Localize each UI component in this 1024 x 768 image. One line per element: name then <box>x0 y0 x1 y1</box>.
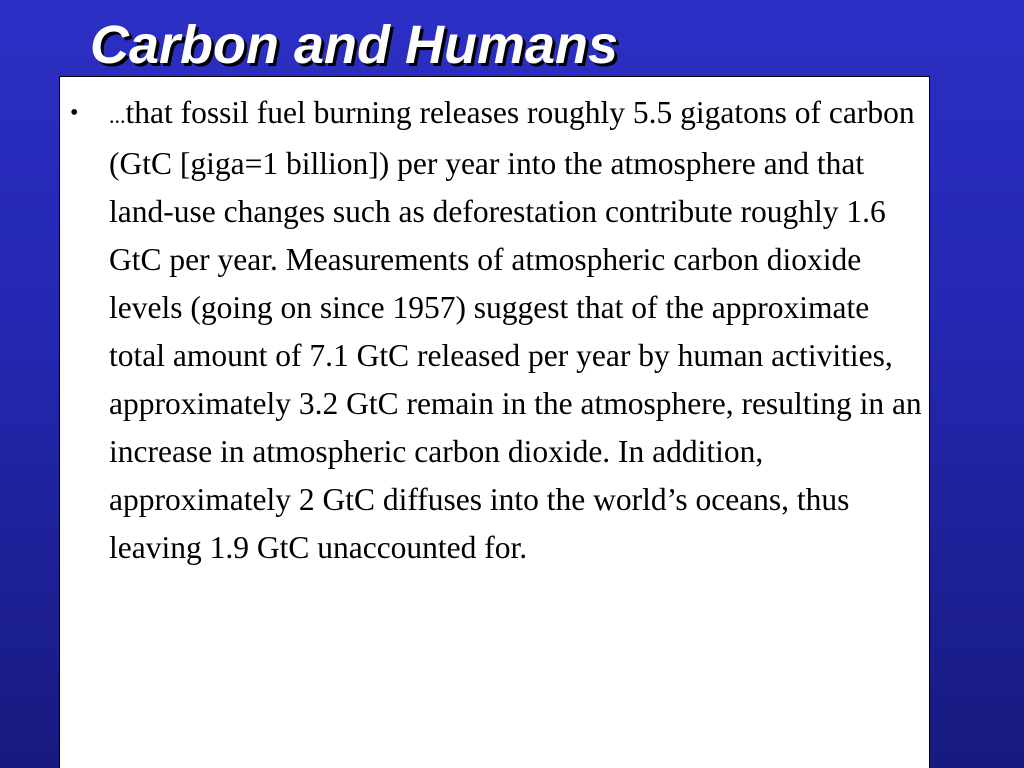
bullet-marker: • <box>70 100 79 126</box>
slide-title: Carbon and Humans <box>90 15 619 75</box>
bullet-body: that fossil fuel burning releases roughly 5.5 gigatons of carbon (GtC [giga=1 billion]) per year into the atmosphere and that land-use changes such as deforestation contribute roughly 1.6 GtC per year. Measurements of atmospheric carbon dioxide levels (going on since 1957) suggest that of the approximate total amount of 7.1 GtC released per year by human activities, approximately 3.2 GtC remain in the atmosphere, resulting in an increase in atmospheric carbon dioxide. In addition, approximately 2 GtC diffuses into the world’s oceans, thus leaving 1.9 GtC unaccounted for. <box>109 95 922 565</box>
bullet-lead-ellipsis: ... <box>109 103 126 128</box>
bullet-text <box>109 89 922 572</box>
bullet-item <box>70 89 922 572</box>
content-box <box>59 76 930 768</box>
